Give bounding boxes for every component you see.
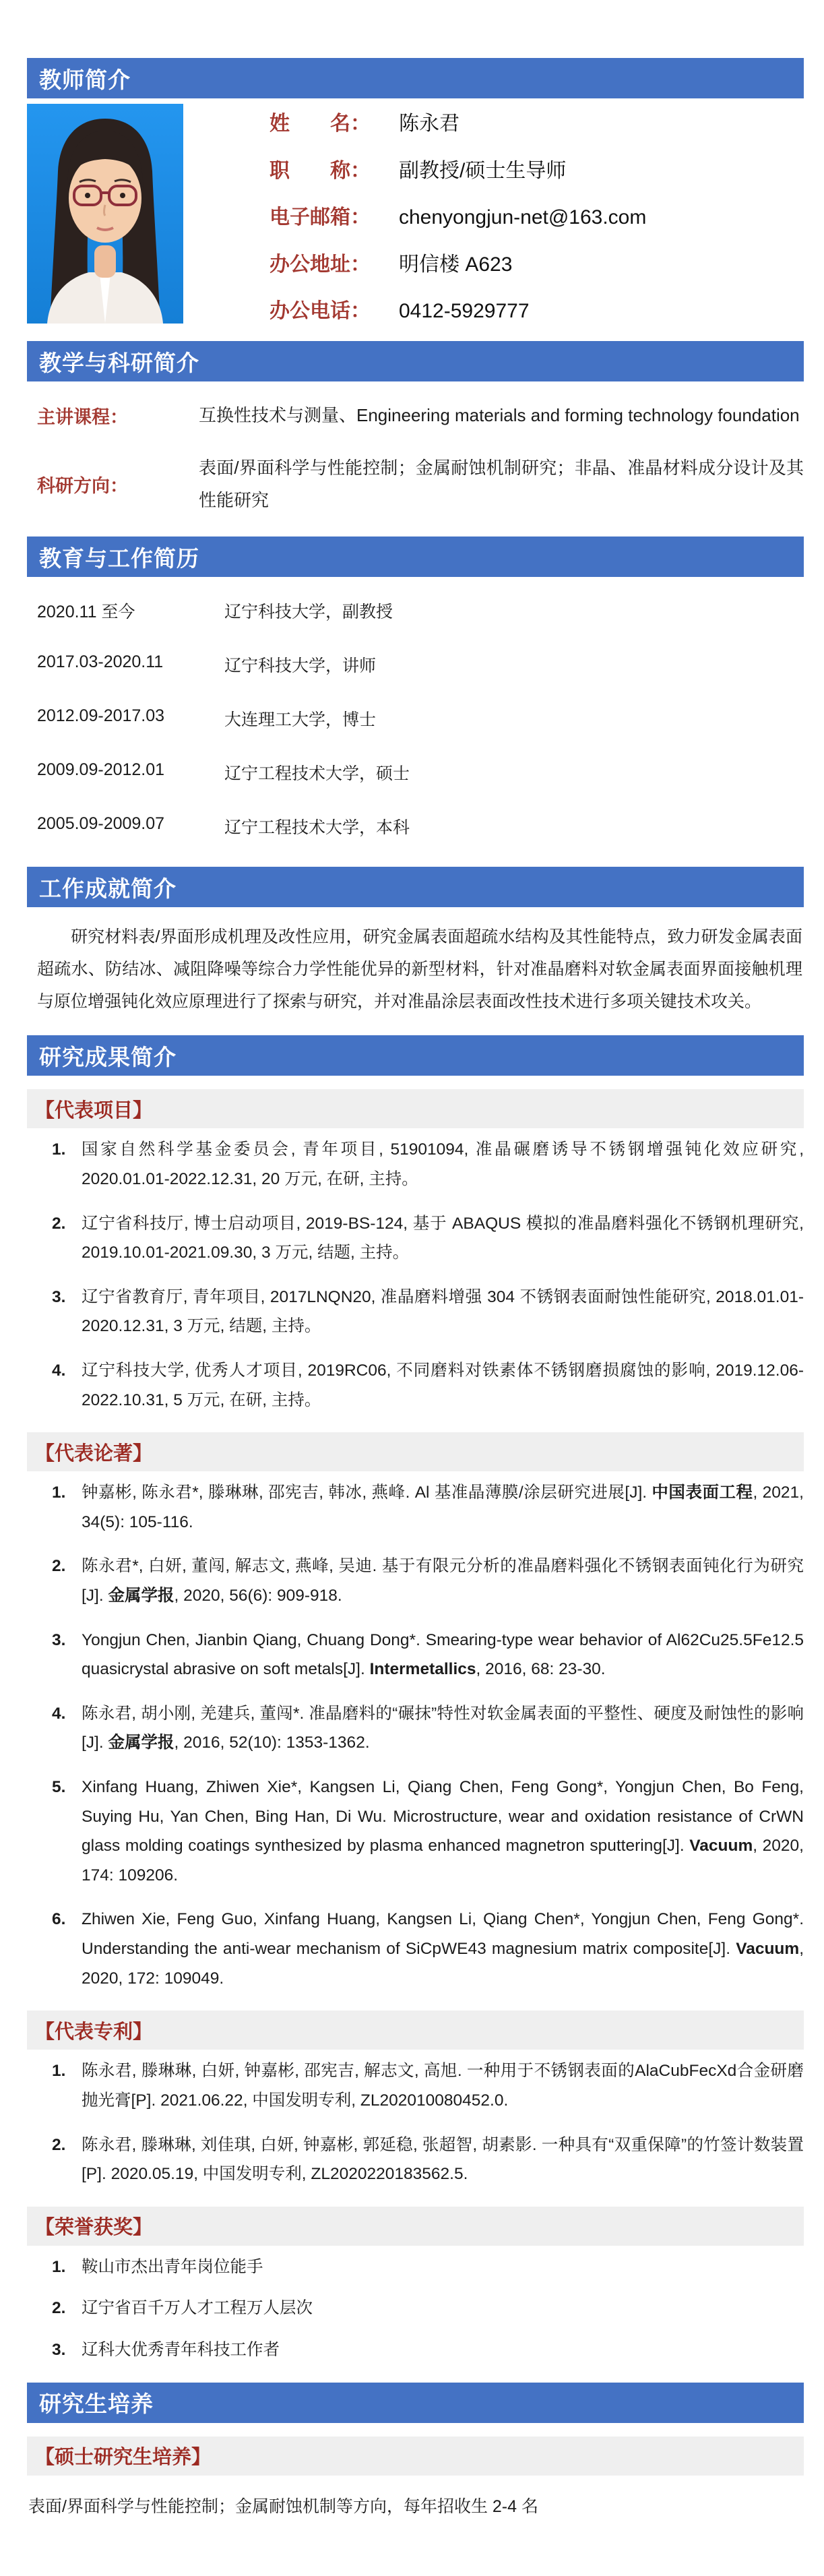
project-text: 国家自然科学基金委员会, 青年项目, 51901094, 准晶碾磨诱导不锈钢增强钝化效应研究, 2020.01.01-2022.12.31, 20 万元, 在研, 主持。 bbox=[82, 1140, 804, 1188]
education-row bbox=[37, 599, 804, 623]
publication-text: , 2020, 172: 109049. bbox=[82, 1940, 804, 1988]
journal-name: 金属学报 bbox=[108, 1734, 175, 1752]
education-detail: 辽宁工程技术大学，本科 bbox=[224, 818, 410, 838]
publication-text: , 2016, 68: 23-30. bbox=[476, 1660, 606, 1679]
teaching-research-header bbox=[27, 341, 804, 381]
field-label: 办公地址： bbox=[270, 253, 371, 276]
field-office-phone bbox=[270, 294, 646, 324]
patent-text: 陈永君, 滕琳琳, 刘佳琪, 白妍, 钟嘉彬, 郭延稳, 张超智, 胡素影. 一种具有“双重保障”的竹签计数装置[P]. 2020.05.19, 中国发明专利, ZL2020220183562.5. bbox=[82, 2135, 804, 2184]
profile-block bbox=[27, 104, 804, 334]
profile-fields bbox=[270, 104, 646, 328]
publication-item bbox=[82, 1905, 804, 1993]
subsection-title: 【代表专利】 bbox=[35, 2021, 153, 2043]
work-achievements-header bbox=[27, 867, 804, 907]
subsection-title: 【荣誉获奖】 bbox=[35, 2217, 153, 2239]
portrait-illustration bbox=[27, 104, 183, 324]
education-period: 2012.09-2017.03 bbox=[37, 706, 165, 726]
publication-text: , 2020, 56(6): 909-918. bbox=[174, 1586, 342, 1605]
section-title: 教学与科研简介 bbox=[39, 350, 199, 375]
publication-text: 陈永君, 胡小刚, 羌建兵, 董闯*. 准晶磨料的“碾抹”特性对软金属表面的平整性、硬度及耐蚀性的影响[J]. bbox=[82, 1704, 804, 1752]
research-outcomes-header bbox=[27, 1035, 804, 1076]
publication-text: 陈永君*, 白妍, 董闯, 解志文, 燕峰, 吴迪. 基于有限元分析的准晶磨料强化不锈钢表面钝化行为研究[J]. bbox=[82, 1557, 804, 1605]
section-research-outcomes bbox=[27, 1035, 804, 2364]
education-detail: 辽宁科技大学，副教授 bbox=[224, 603, 393, 622]
section-teaching-research bbox=[27, 341, 804, 516]
education-period: 2009.09-2012.01 bbox=[37, 760, 165, 780]
section-title: 研究成果简介 bbox=[39, 1044, 177, 1070]
education-detail: 辽宁工程技术大学，硕士 bbox=[224, 764, 410, 784]
honor-text: 辽科大优秀青年科技工作者 bbox=[82, 2340, 280, 2359]
education-list bbox=[27, 582, 804, 860]
field-value: 明信楼 A623 bbox=[399, 253, 513, 276]
graduate-training-text: 表面/界面科学与性能控制；金属耐蚀机制等方向，每年招收生 2-4 名 bbox=[28, 2496, 538, 2516]
achievements-paragraph: 研究材料表/界面形成机理及改性应用，研究金属表面超疏水结构及其性能特点，致力研发金属表面超疏水、防结冰、减阻降噪等综合力学性能优异的新型材料，针对准晶磨料对软金属表面界面接触机理与原位增强钝化效应原理进行了探索与研究，并对准晶涂层表面改性技术进行多项关键技术攻关。 bbox=[37, 927, 802, 1012]
education-row bbox=[37, 760, 804, 785]
honor-text: 辽宁省百千万人才工程万人层次 bbox=[82, 2299, 313, 2318]
field-name bbox=[270, 106, 646, 136]
education-period: 2017.03-2020.11 bbox=[37, 652, 164, 672]
journal-name: Intermetallics bbox=[369, 1660, 476, 1679]
field-label: 电子邮箱： bbox=[270, 206, 371, 228]
projects-subheader bbox=[27, 1089, 804, 1128]
field-label: 办公电话： bbox=[270, 300, 371, 322]
subsection-title: 【代表论著】 bbox=[35, 1442, 153, 1465]
field-office-address bbox=[270, 247, 646, 277]
section-education-history bbox=[27, 536, 804, 860]
research-direction-label: 科研方向： bbox=[37, 475, 128, 496]
field-label: 职 称： bbox=[270, 159, 371, 182]
field-value: 0412-5929777 bbox=[399, 300, 530, 322]
publication-text: , 2016, 52(10): 1353-1362. bbox=[174, 1734, 370, 1752]
publication-text: Xinfang Huang, Zhiwen Xie*, Kangsen Li, Qiang Chen, Feng Gong*, Yongjun Chen, Bo Feng, Suying Hu, Yan Chen, Bing Han, Di Wu. Microstructure, wear and oxidation resistance of CrWN glass molding coatings synthesized by plasma enhanced magnetron sputtering[J]. bbox=[82, 1778, 804, 1856]
subsection-title: 【代表项目】 bbox=[35, 1099, 153, 1122]
publications-subheader bbox=[27, 1432, 804, 1471]
education-detail: 大连理工大学，博士 bbox=[224, 710, 377, 730]
courses-label: 主讲课程： bbox=[37, 406, 128, 427]
publication-text: 钟嘉彬, 陈永君*, 滕琳琳, 邵宪吉, 韩冰, 燕峰. Al 基准晶薄膜/涂层研究进展[J]. bbox=[82, 1483, 652, 1502]
publication-item bbox=[82, 1552, 804, 1610]
profile-photo bbox=[27, 104, 183, 324]
publications-list bbox=[51, 1478, 804, 1993]
teacher-intro-header bbox=[27, 58, 804, 98]
project-item bbox=[82, 1283, 804, 1341]
field-value-email: chenyongjun-net@163.com bbox=[399, 206, 647, 228]
education-period: 2020.11 至今 bbox=[37, 603, 135, 622]
honor-item bbox=[82, 2335, 804, 2365]
portrait-neck bbox=[94, 245, 116, 278]
field-value: 陈永君 bbox=[399, 113, 459, 135]
journal-name: Vacuum bbox=[689, 1837, 753, 1856]
education-detail: 辽宁科技大学，讲师 bbox=[224, 656, 377, 676]
publication-text: , 2021, 34(5): 105-116. bbox=[82, 1483, 804, 1531]
patent-text: 陈永君, 滕琳琳, 白妍, 钟嘉彬, 邵宪吉, 解志文, 高旭. 一种用于不锈钢表面的AlaCubFecXd合金研磨抛光膏[P]. 2021.06.22, 中国发明专利, ZL202010080452.0. bbox=[82, 2062, 804, 2110]
research-direction-row bbox=[27, 452, 804, 516]
publication-text: Yongjun Chen, Jianbin Qiang, Chuang Dong*. Smearing-type wear behavior of Al62Cu25.5Fe12.5 quasicrystal abrasive on soft metals[J]. bbox=[82, 1630, 804, 1679]
publication-text: , 2020, 174: 109206. bbox=[82, 1837, 804, 1884]
projects-list bbox=[51, 1135, 804, 1415]
publication-item bbox=[82, 1478, 804, 1537]
section-teacher-intro bbox=[27, 58, 804, 334]
journal-name: 中国表面工程 bbox=[652, 1483, 753, 1502]
journal-name: 金属学报 bbox=[108, 1586, 175, 1605]
publication-item bbox=[82, 1773, 804, 1890]
education-row bbox=[37, 652, 804, 677]
field-title bbox=[270, 154, 646, 183]
section-title: 教师简介 bbox=[39, 67, 131, 92]
section-title: 工作成就简介 bbox=[39, 876, 177, 901]
education-history-header bbox=[27, 536, 804, 577]
education-row bbox=[37, 706, 804, 731]
publication-item bbox=[82, 1699, 804, 1758]
field-value: 副教授/硕士生导师 bbox=[399, 159, 567, 182]
honor-item bbox=[82, 2252, 804, 2282]
project-item bbox=[82, 1356, 804, 1415]
field-label: 姓 名： bbox=[270, 113, 371, 135]
education-period: 2005.09-2009.07 bbox=[37, 814, 165, 834]
section-title: 研究生培养 bbox=[39, 2391, 154, 2417]
section-title: 教育与工作简历 bbox=[39, 545, 199, 571]
education-row bbox=[37, 814, 804, 838]
patent-item bbox=[82, 2056, 804, 2115]
honors-list bbox=[51, 2252, 804, 2365]
subsection-title: 【硕士研究生培养】 bbox=[35, 2447, 212, 2469]
honor-item bbox=[82, 2294, 804, 2323]
research-direction-value: 表面/界面科学与性能控制；金属耐蚀机制研究；非晶、准晶材料成分设计及其性能研究 bbox=[199, 458, 804, 511]
journal-name: Vacuum bbox=[736, 1940, 800, 1959]
courses-value: 互换性技术与测量、Engineering materials and forming technology foundation bbox=[199, 405, 800, 425]
project-text: 辽宁科技大学, 优秀人才项目, 2019RC06, 不同磨料对铁素体不锈钢磨损腐蚀的影响, 2019.12.06-2022.10.31, 5 万元, 在研, 主持。 bbox=[82, 1361, 804, 1409]
section-graduate-training bbox=[27, 2383, 804, 2522]
courses-row bbox=[27, 399, 804, 431]
publication-item bbox=[82, 1626, 804, 1684]
section-work-achievements bbox=[27, 867, 804, 1018]
project-item bbox=[82, 1135, 804, 1194]
project-item bbox=[82, 1209, 804, 1268]
field-email bbox=[270, 200, 646, 230]
master-training-subheader bbox=[27, 2436, 804, 2476]
graduate-training-header bbox=[27, 2383, 804, 2423]
project-text: 辽宁省教育厅, 青年项目, 2017LNQN20, 准晶磨料增强 304 不锈钢表面耐蚀性能研究, 2018.01.01-2020.12.31, 3 万元, 结题, 主持。 bbox=[82, 1287, 804, 1336]
project-text: 辽宁省科技厅, 博士启动项目, 2019-BS-124, 基于 ABAQUS 模拟的准晶磨料强化不锈钢机理研究, 2019.10.01-2021.09.30, 3 万元, 结题, 主持。 bbox=[82, 1214, 804, 1262]
patents-subheader bbox=[27, 2011, 804, 2050]
publication-text: Zhiwen Xie, Feng Guo, Xinfang Huang, Kangsen Li, Qiang Chen*, Yongjun Chen, Feng Gong*. Understanding the anti-wear mechanism of SiCpWE43 magnesium matrix composite[J]. bbox=[82, 1910, 804, 1959]
patent-item bbox=[82, 2130, 804, 2189]
honor-text: 鞍山市杰出青年岗位能手 bbox=[82, 2257, 263, 2276]
patents-list bbox=[51, 2056, 804, 2188]
honors-subheader bbox=[27, 2207, 804, 2246]
